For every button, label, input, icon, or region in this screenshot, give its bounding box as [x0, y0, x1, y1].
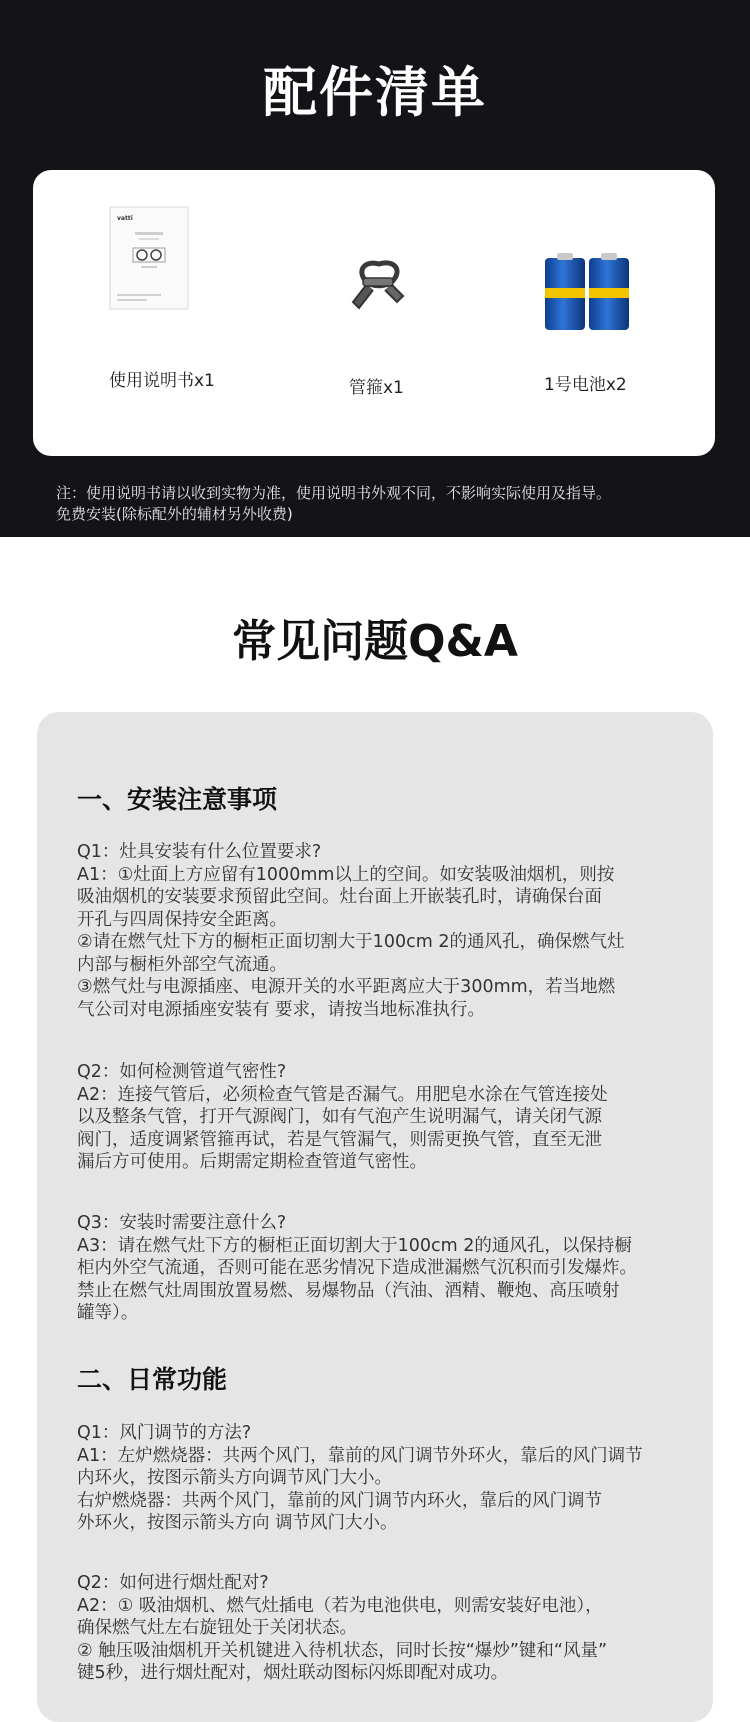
faq-title: 常见问题Q&A [232, 616, 518, 667]
pipe-clamp-icon [343, 258, 415, 316]
faq-item [77, 1422, 687, 1535]
faq-answer-line: ② 触压吸油烟机开关机键进入待机状态，同时长按“爆炒”键和“风量” [77, 1640, 608, 1661]
accessory-label-batteries: 1号电池x2 [544, 375, 627, 395]
faq-answer-line: A3：请在燃气灶下方的橱柜正面切割大于100cm 2的通风孔，以保持橱 [77, 1235, 632, 1256]
faq-answer-line: A1：左炉燃烧器：共两个风门，靠前的风门调节外环火，靠后的风门调节 [77, 1445, 643, 1466]
section-heading-daily-functions: 二、日常功能 [77, 1365, 228, 1394]
faq-answer-line: 键5秒，进行烟灶配对，烟灶联动图标闪烁即配对成功。 [77, 1663, 509, 1683]
faq-item [77, 1212, 687, 1325]
faq-question: Q1：灶具安装有什么位置要求? [77, 842, 322, 862]
faq-answer-line: 吸油烟机的安装要求预留此空间。灶台面上开嵌装孔时，请确保台面 [77, 887, 602, 907]
faq-question: Q2：如何进行烟灶配对? [77, 1573, 269, 1593]
faq-answer-line: ②请在燃气灶下方的橱柜正面切割大于100cm 2的通风孔，确保燃气灶 [77, 932, 625, 952]
faq-answer-line: 漏后方可使用。后期需定期检查管道气密性。 [77, 1152, 427, 1172]
faq-answer-line: ③燃气灶与电源插座、电源开关的水平距离应大于300mm，若当地燃 [77, 977, 616, 997]
note-line-1: 注：使用说明书请以收到实物为准，使用说明书外观不同，不影响实际使用及指导。 [56, 484, 612, 502]
faq-answer-line: A1：①灶面上方应留有1000mm以上的空间。如安装吸油烟机，则按 [77, 864, 615, 885]
faq-answer-line: 开孔与四周保持安全距离。 [77, 909, 287, 930]
faq-question: Q1：风门调节的方法? [77, 1423, 252, 1443]
faq-item [77, 1061, 687, 1174]
note-line-2: 免费安装(除标配外的辅材另外收费) [56, 505, 293, 523]
faq-answer-line: 内部与橱柜外部空气流通。 [77, 954, 287, 975]
faq-answer-line: 禁止在燃气灶周围放置易燃、易爆物品（汽油、酒精、鞭炮、高压喷射 [77, 1280, 620, 1301]
accessories-section [0, 0, 750, 537]
faq-answer-line: 外环火，按图示箭头方向 调节风门大小。 [77, 1513, 398, 1533]
faq-item [77, 841, 687, 1021]
faq-answer-line: 确保燃气灶左右旋钮处于关闭状态。 [77, 1618, 357, 1638]
accessories-card [33, 170, 715, 456]
faq-answer-line: 罐等）。 [77, 1303, 139, 1323]
accessories-title: 配件清单 [263, 61, 487, 124]
manual-brand: vatti [117, 215, 133, 222]
faq-answer-line: A2：连接气管后，必须检查气管是否漏气。用肥皂水涂在气管连接处 [77, 1084, 608, 1105]
battery-icon [543, 252, 631, 334]
faq-answer-line: A2：① 吸油烟机、燃气灶插电（若为电池供电，则需安装好电池）， [77, 1595, 603, 1616]
faq-question: Q2：如何检测管道气密性? [77, 1062, 287, 1082]
faq-item [77, 1572, 687, 1685]
faq-answer-line: 柜内外空气流通，否则可能在恶劣情况下造成泄漏燃气沉积而引发爆炸。 [77, 1258, 637, 1278]
faq-answer-line: 内环火，按图示箭头方向调节风门大小。 [77, 1468, 392, 1488]
section-heading-installation: 一、安装注意事项 [77, 785, 278, 814]
faq-answer-line: 以及整条气管，打开气源阀门，如有气泡产生说明漏气，请关闭气源 [77, 1107, 602, 1127]
faq-panel [37, 712, 713, 1722]
faq-answer-line: 气公司对电源插座安装有 要求，请按当地标准执行。 [77, 999, 486, 1020]
faq-question: Q3：安装时需要注意什么? [77, 1213, 287, 1233]
accessories-note [56, 483, 611, 525]
accessory-label-manual: 使用说明书x1 [109, 371, 215, 391]
accessory-label-pipe-clamp: 管箍x1 [349, 378, 404, 398]
manual-icon [109, 206, 189, 310]
faq-answer-line: 右炉燃烧器：共两个风门，靠前的风门调节内环火，靠后的风门调节 [77, 1490, 602, 1511]
faq-answer-line: 阀门，适度调紧管箍再试，若是气管漏气，则需更换气管，直至无泄 [77, 1129, 602, 1150]
